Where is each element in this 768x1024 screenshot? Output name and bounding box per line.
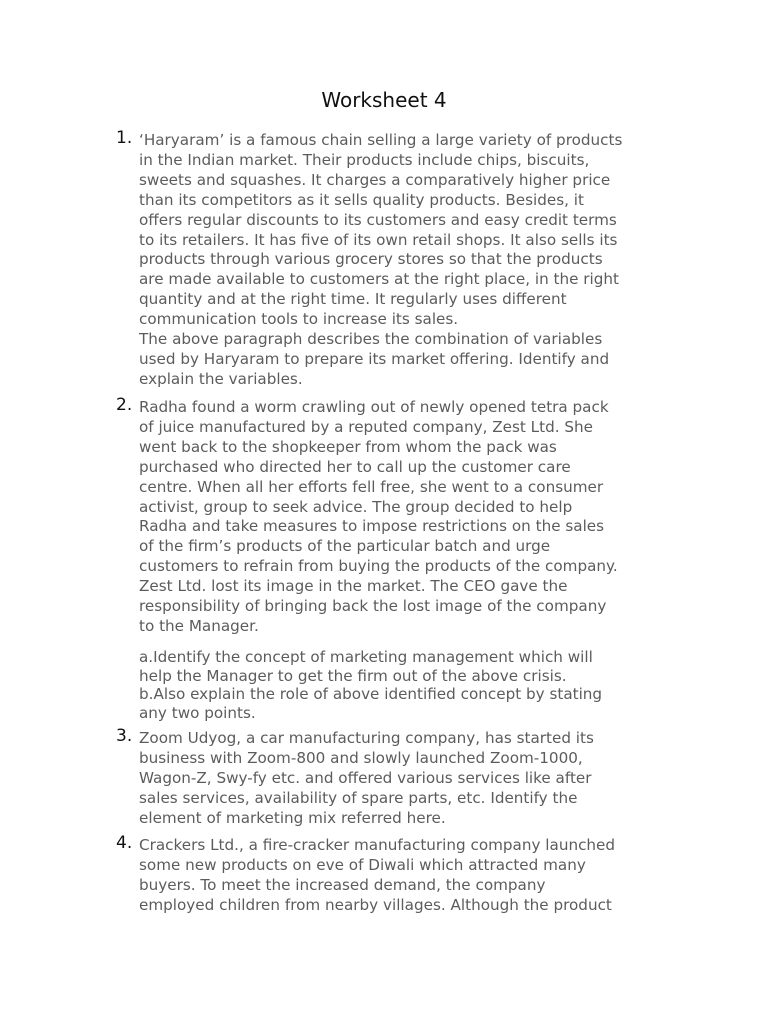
question-1-text: ‘Haryaram’ is a famous chain selling a large variety of products in the Indian market. Their products include chips, biscuits, sweets and squashes. It charges a comparatively higher price than its competitors as it sells quality products. Besides, it offers regular discounts to its customers and easy credit terms to its retailers. It has five of its own retail shops. It also sells its products through various grocery stores so that the products are made available to customers at the right place, in the right quantity and at the right time. It regularly uses different communication tools to increase its sales. The above paragraph describes the combination of variables used by Haryaram to prepare its market offering. Identify and explain the variables. [139,131,623,388]
question-1-number: 1. [116,128,133,148]
question-2-subparts: a.Identify the concept of marketing management which will help the Manager to get the firm out of the above crisis. b.Also explain the role of above identified concept by stating any two points. [139,648,603,722]
question-4-text: Crackers Ltd., a fire-cracker manufacturing company launched some new products on eve of Diwali which attracted many buyers. To meet the increased demand, the company employed children from nearby villages. Although the product [139,836,616,914]
question-3-text: Zoom Udyog, a car manufacturing company, has started its business with Zoom-800 and slowly launched Zoom-1000, Wagon-Z, Swy-fy etc. and offered various services like after sales services, availability of spare parts, etc. Identify the element of marketing mix referred here. [139,729,594,827]
question-2-number: 2. [116,395,133,415]
page-title: Worksheet 4 [321,88,447,112]
question-2-text: Radha found a worm crawling out of newly opened tetra pack of juice manufactured by a reputed company, Zest Ltd. She went back to the shopkeeper from whom the pack was purchased who directed her to call up the customer care centre. When all her efforts fell free, she went to a consumer activist, group to seek advice. The group decided to help Radha and take measures to impose restrictions on the sales of the firm’s products of the particular batch and urge customers to refrain from buying the products of the company. Zest Ltd. lost its image in the market. The CEO gave the responsibility of bringing back the lost image of the company to the Manager. [139,398,618,635]
question-4-number: 4. [116,833,133,853]
question-3-number: 3. [116,726,133,746]
